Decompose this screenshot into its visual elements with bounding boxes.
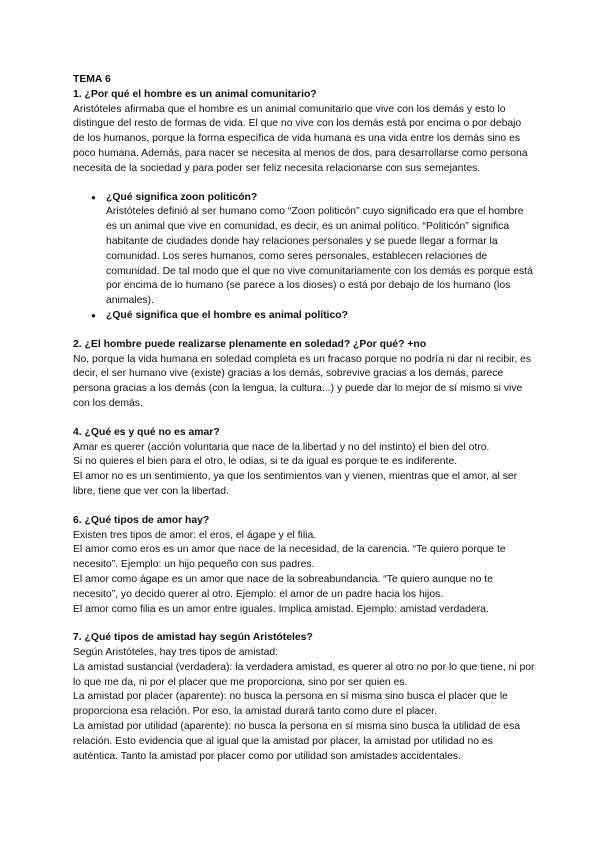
- question-6-heading: 6. ¿Qué tipos de amor hay?: [73, 514, 210, 526]
- bullet-item-zoon-politicon: [106, 191, 535, 309]
- question-6-line: El amor como filia es un amor entre iguales. Implica amistad. Ejemplo: amistad verdadera.: [73, 603, 489, 615]
- question-6-line: Existen tres tipos de amor: el eros, el ágape y el filia.: [73, 529, 317, 541]
- question-4-line: Amar es querer (acción voluntaria que nace de la libertad y no del instinto) el bien del otro.: [73, 441, 490, 453]
- question-4-line: Si no quieres el bien para el otro, le odias, si te da igual es porque te es indiferente.: [73, 456, 458, 468]
- document-content: [73, 73, 535, 764]
- question-1-heading: 1. ¿Por qué el hombre es un animal comunitario?: [73, 88, 317, 100]
- question-1-answer: Aristóteles afirmaba que el hombre es un animal comunitario que vive con los demás y esto lo distingue del resto de formas de vida. El que no vive con los demás está por encima o por debajo de los humanos, porque la forma específica de vida humana es una vida entre los demás sino es poco humana. Además, para nacer se necesita al menos de dos, para desarrollarse como persona necesita de la sociedad y para poder ser feliz necesita relacionarse con sus semejantes.: [73, 103, 528, 174]
- question-7-heading: 7. ¿Qué tipos de amistad hay según Aristóteles?: [73, 632, 313, 644]
- bullet-list: [73, 191, 535, 324]
- question-4-heading: 4. ¿Qué es y qué no es amar?: [73, 426, 220, 438]
- question-2-answer: No, porque la vida humana en soledad completa es un fracaso porque no podría ni dar ni recibir, es decir, el ser humano vive (existe) gracias a los demás, sobrevive gracias a los demás, parece persona gracias a los demás (con la lengua, la cultura...) y puede dar lo mejor de sí mismo si vive con los demás.: [73, 353, 532, 409]
- question-7-line: La amistad sustancial (verdadera): la verdadera amistad, es querer al otro no por lo que tiene, ni por lo que me da, ni por el placer que me proporciona, sino por ser quien es.: [73, 661, 535, 688]
- question-6-line: El amor como eros es un amor que nace de la necesidad, de la carencia. “Te quiero porque te necesito”. Ejemplo: un hijo pequeño con sus padres.: [73, 544, 506, 571]
- question-7-line: Según Aristóteles, hay tres tipos de amistad:: [73, 647, 279, 659]
- bullet-item-animal-politico: [106, 309, 535, 324]
- question-2-heading: 2. ¿El hombre puede realizarse plenamente en soledad? ¿Por qué? +no: [73, 338, 427, 350]
- bullet-body-zoon-politicon: Aristóteles definió al ser humano como “Zoon politicón” cuyo significado era que el hombre es un animal que vive en comunidad, es decir, es un animal político. “Politicón” significa habitante de ciudades donde hay relaciones personales y se puede llegar a formar la comunidad. Los seres humanos, como seres personales, establecen relaciones de comunidad. De tal modo que el que no vive comunitariamente con los demás es porque está por encima de lo humano (se parece a los dioses) o está por debajo de los humano (los animales).: [106, 206, 533, 307]
- question-2-section: [73, 338, 535, 412]
- bullet-heading-animal-politico: ● ¿Qué significa que el hombre es animal político?: [106, 309, 348, 321]
- question-7-section: [73, 631, 535, 764]
- question-6-section: [73, 514, 535, 618]
- question-7-line: La amistad por placer (aparente): no busca la persona en sí misma sino busca el placer que le proporciona esa relación. Por eso, la amistad durará tanto como dure el placer.: [73, 691, 508, 718]
- question-6-line: El amor como ágape es un amor que nace de la sobreabundancia. “Te quiero aunque no te necesito”, yo decido querer al otro. Ejemplo: el amor de un padre hacia los hijos.: [73, 573, 493, 600]
- question-4-section: [73, 426, 535, 500]
- question-7-line: La amistad por utilidad (aparente): no busca la persona en sí misma sino busca la utilidad de esa relación. Esto evidencia que al igual que la amistad por placer, la amistad por utilidad no es auténtica. Tanto la amistad por placer como por utilidad son amistades accidentales.: [73, 721, 521, 762]
- question-4-line: El amor no es un sentimiento, ya que los sentimientos van y vienen, mientras que el amor, al ser libre, tiene que ver con la libertad.: [73, 471, 518, 497]
- bullet-heading-zoon-politicon: ● ¿Qué significa zoon politicón?: [106, 191, 258, 203]
- document-title: TEMA 6: [73, 74, 111, 85]
